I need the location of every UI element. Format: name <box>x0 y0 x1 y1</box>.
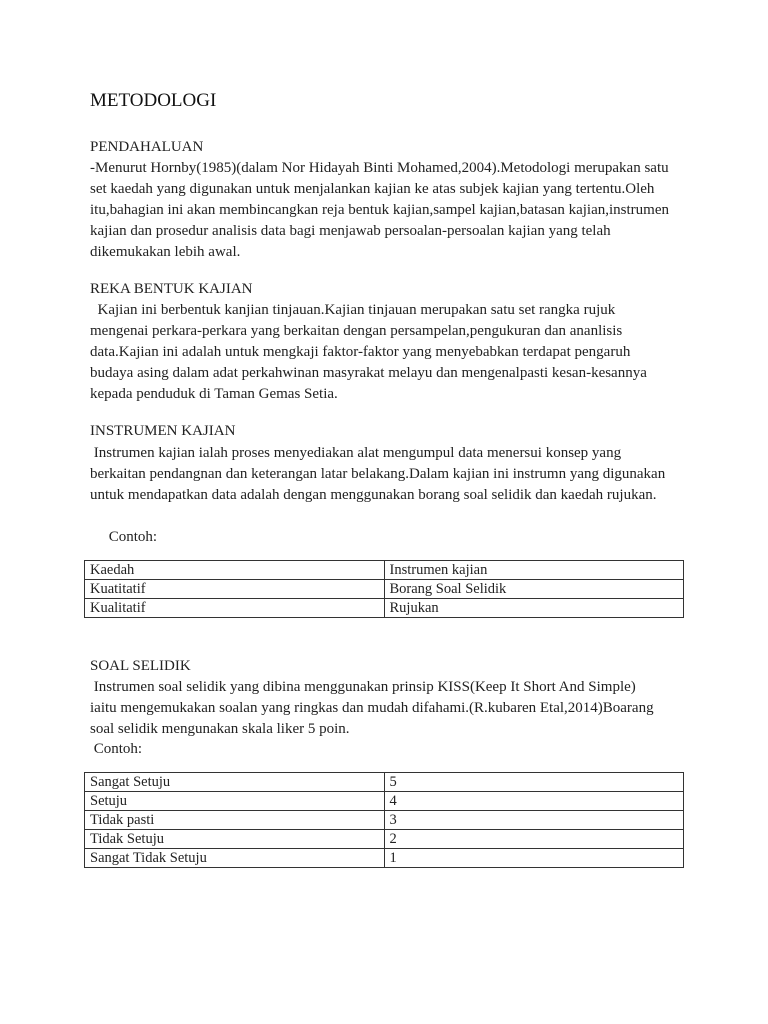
example-label: Contoh: <box>90 741 143 757</box>
table-row <box>85 830 684 849</box>
paragraph-line: kajian dan prosedur analisis data bagi menjawab persoalan-persoalan kajian yang telah <box>90 223 611 239</box>
table-cell: Rujukan <box>384 599 684 618</box>
paragraph-line: Kajian ini berbentuk kanjian tinjauan.Kajian tinjauan merupakan satu set rangka rujuk <box>90 302 616 318</box>
table-cell: Kualitatif <box>85 599 385 618</box>
paragraph-line: data.Kajian ini adalah untuk mengkaji faktor-faktor yang menyebabkan terdapat pengaruh <box>90 344 631 360</box>
table-cell: Setuju <box>85 792 385 811</box>
paragraph-line: berkaitan pendangnan dan keterangan latar belakang.Dalam kajian ini instrumn yang digunakan <box>90 466 666 482</box>
table-row <box>85 773 684 792</box>
table-cell: Kaedah <box>85 561 385 580</box>
example-label: Contoh: <box>90 529 158 545</box>
table-row <box>85 599 684 618</box>
table-row <box>85 792 684 811</box>
paragraph-line: set kaedah yang digunakan untuk menjalankan kajian ke atas subjek kajian yang tertentu.Oleh <box>90 181 655 197</box>
method-table <box>84 560 684 618</box>
paragraph-line: iaitu mengemukakan soalan yang ringkas dan mudah difahami.(R.kubaren Etal,2014)Boarang <box>90 700 654 716</box>
paragraph-line: mengenai perkara-perkara yang berkaitan dengan persampelan,pengukuran dan ananlisis <box>90 323 623 339</box>
paragraph-line: Instrumen kajian ialah proses menyediakan alat mengumpul data menersui konsep yang <box>90 445 622 461</box>
paragraph-line: soal selidik mengunakan skala liker 5 poin. <box>90 721 350 737</box>
section-heading: PENDAHALUAN <box>90 139 204 155</box>
section-heading: INSTRUMEN KAJIAN <box>90 423 236 439</box>
paragraph-line: Instrumen soal selidik yang dibina menggunakan prinsip KISS(Keep It Short And Simple) <box>90 679 636 695</box>
table-row <box>85 561 684 580</box>
paragraph-line: budaya asing dalam adat perkahwinan masyrakat melayu dan mengenalpasti kesan-kesannya <box>90 365 647 381</box>
document-title: METODOLOGI <box>90 90 217 111</box>
section-heading: REKA BENTUK KAJIAN <box>90 281 253 297</box>
paragraph-line: dikemukakan lebih awal. <box>90 244 241 260</box>
table-cell: 1 <box>384 849 684 868</box>
table-row <box>85 849 684 868</box>
table-cell: Tidak pasti <box>85 811 385 830</box>
paragraph-line: untuk mendapatkan data adalah dengan menggunakan borang soal selidik dan kaedah rujukan. <box>90 487 657 503</box>
likert-scale-table <box>84 772 684 868</box>
table-cell: Sangat Tidak Setuju <box>85 849 385 868</box>
table-row <box>85 580 684 599</box>
table-cell: 3 <box>384 811 684 830</box>
table-cell: Tidak Setuju <box>85 830 385 849</box>
paragraph-line: -Menurut Hornby(1985)(dalam Nor Hidayah Binti Mohamed,2004).Metodologi merupakan satu <box>90 160 669 176</box>
paragraph-line: kepada penduduk di Taman Gemas Setia. <box>90 386 338 402</box>
table-cell: Sangat Setuju <box>85 773 385 792</box>
paragraph-line: itu,bahagian ini akan membincangkan reja bentuk kajian,sampel kajian,batasan kajian,instrumen <box>90 202 669 218</box>
table-cell: 5 <box>384 773 684 792</box>
section-heading: SOAL SELIDIK <box>90 658 191 674</box>
table-cell: Borang Soal Selidik <box>384 580 684 599</box>
table-cell: 2 <box>384 830 684 849</box>
table-cell: Instrumen kajian <box>384 561 684 580</box>
table-cell: 4 <box>384 792 684 811</box>
table-cell: Kuatitatif <box>85 580 385 599</box>
table-row <box>85 811 684 830</box>
